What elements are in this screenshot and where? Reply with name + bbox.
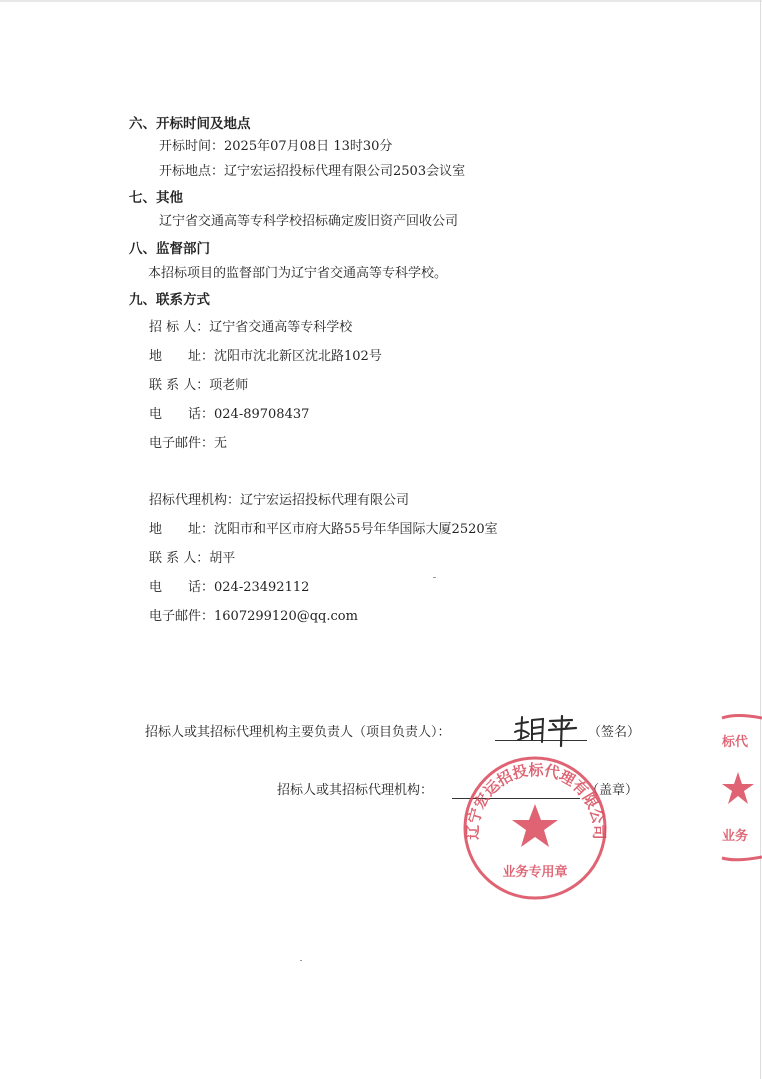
tenderer-name-value: 辽宁省交通高等专科学校 <box>209 320 353 335</box>
seal-star-icon <box>512 804 558 847</box>
agency-contact-value: 胡平 <box>209 551 236 566</box>
tenderer-address-row <box>149 349 382 365</box>
agency-contact-label: 联 系 人： <box>149 551 210 566</box>
scan-speck <box>433 577 436 578</box>
section9-heading: 九、联系方式 <box>129 292 210 308</box>
scan-top-edge <box>0 0 762 2</box>
scan-speck <box>300 960 302 961</box>
section8-text: 本招标项目的监督部门为辽宁省交通高等专科学校。 <box>148 266 448 281</box>
edge-seal-stamp <box>716 712 762 862</box>
official-seal-stamp <box>458 752 612 902</box>
opening-place-label: 开标地点： <box>159 164 225 179</box>
agency-email-label: 电子邮件： <box>149 609 215 624</box>
agency-phone-label: 电 话： <box>149 580 215 595</box>
agency-name-row <box>149 493 409 509</box>
signature-suffix: （签名） <box>588 725 641 740</box>
tenderer-email-value: 无 <box>214 436 228 451</box>
edge-seal-top-text: 标代 <box>722 735 749 750</box>
tenderer-contact-value: 项老师 <box>209 378 249 393</box>
tenderer-address-label: 地 址： <box>149 349 215 364</box>
seal-bottom-text: 业务专用章 <box>502 865 568 880</box>
edge-seal-bottom-text: 业务 <box>722 829 749 844</box>
edge-seal-star-icon <box>722 772 754 804</box>
opening-place-row <box>159 164 465 180</box>
opening-time-value: 2025年07月08日 13时30分 <box>224 139 393 154</box>
tenderer-contact-label: 联 系 人： <box>149 378 210 393</box>
tenderer-email-row <box>149 436 227 452</box>
agency-name-value: 辽宁宏运招投标代理有限公司 <box>240 493 410 508</box>
section8-heading: 八、监督部门 <box>129 241 210 257</box>
section7-text: 辽宁省交通高等专科学校招标确定废旧资产回收公司 <box>159 214 459 229</box>
opening-time-label: 开标时间： <box>159 139 225 154</box>
tenderer-phone-label: 电 话： <box>149 407 215 422</box>
agency-address-value: 沈阳市和平区市府大路55号年华国际大厦2520室 <box>214 522 498 537</box>
seal-suffix: （盖章） <box>586 783 639 798</box>
principal-signature-label: 招标人或其招标代理机构主要负责人（项目负责人）： <box>145 725 451 740</box>
tenderer-phone-value: 024-89708437 <box>214 407 310 422</box>
tenderer-phone-row <box>149 407 309 423</box>
tenderer-address-value: 沈阳市沈北新区沈北路102号 <box>214 349 382 364</box>
tenderer-email-label: 电子邮件： <box>149 436 215 451</box>
agency-name-label: 招标代理机构： <box>149 493 241 508</box>
tenderer-name-label: 招 标 人： <box>149 320 210 335</box>
opening-time-row <box>159 139 392 155</box>
agency-contact-row <box>149 551 235 567</box>
scan-right-edge <box>760 0 761 1079</box>
section7-heading: 七、其他 <box>129 190 183 206</box>
tenderer-contact-row <box>149 378 248 394</box>
opening-place-value: 辽宁宏运招投标代理有限公司2503会议室 <box>224 164 466 179</box>
agency-email-value: 1607299120@qq.com <box>214 609 358 624</box>
handwritten-signature <box>510 712 586 748</box>
agency-address-label: 地 址： <box>149 522 215 537</box>
seal-label: 招标人或其招标代理机构： <box>277 783 434 798</box>
agency-address-row <box>149 522 498 538</box>
agency-email-row <box>149 609 358 625</box>
tenderer-name-row <box>149 320 352 336</box>
section6-heading: 六、开标时间及地点 <box>129 116 251 132</box>
seal-org-text: 辽宁宏运招投标代理有限公司 <box>463 760 609 840</box>
agency-phone-value: 024-23492112 <box>214 580 310 595</box>
agency-phone-row <box>149 580 309 596</box>
